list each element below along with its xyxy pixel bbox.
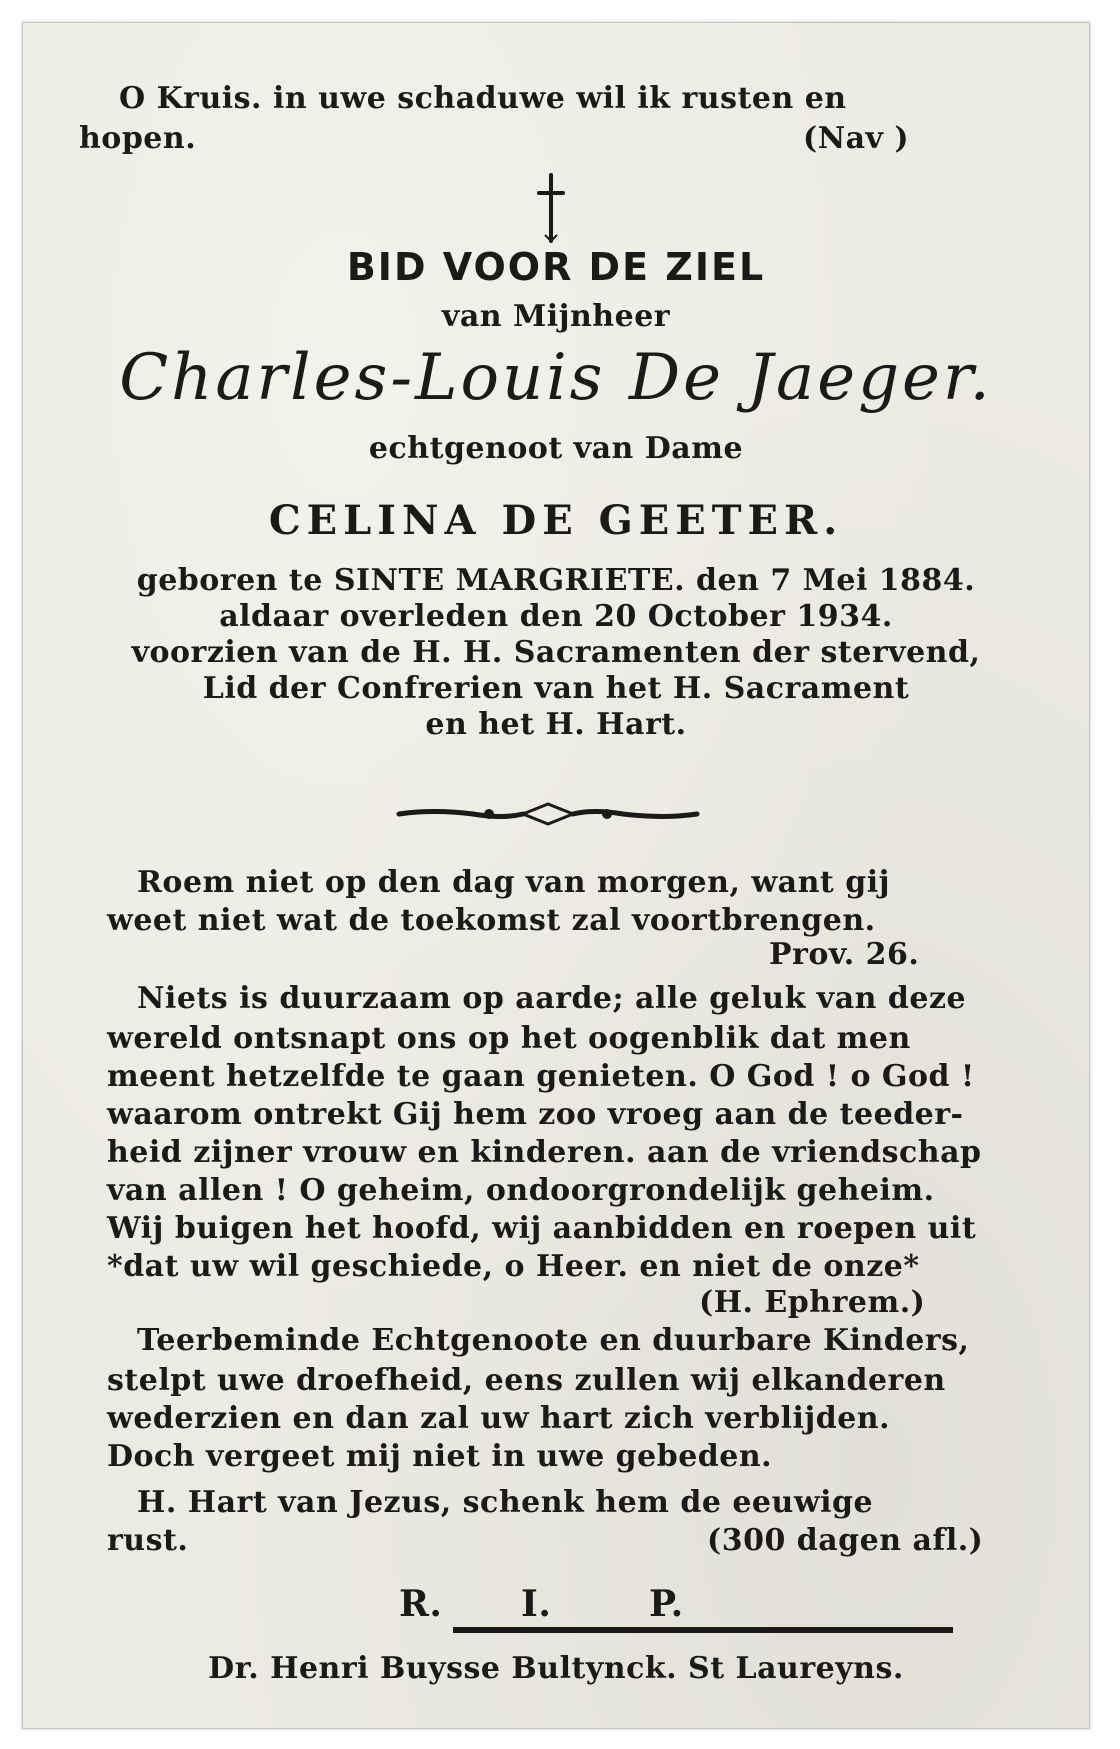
verse2-line-1: Niets is duurzaam op aarde; alle geluk van deze	[137, 981, 967, 1016]
verse2-line-8: *dat uw wil geschiede, o Heer. en niet de onze*	[107, 1249, 920, 1284]
spouse-name: CELINA DE GEETER.	[268, 497, 844, 544]
rip-p: P.	[649, 1583, 684, 1625]
sacred-heart-line: en het H. Hart.	[425, 707, 687, 742]
motto-text-1: O Kruis. in uwe schaduwe wil ik rusten en	[119, 81, 847, 116]
deceased-name: Charles-Louis De Jaeger.	[119, 341, 993, 415]
verse3-line-4: Doch vergeet mij niet in uwe gebeden.	[107, 1439, 773, 1474]
motto-line-1	[119, 81, 969, 116]
indulgence-note: (300 dagen afl.)	[707, 1523, 984, 1558]
spouse-intro: echtgenoot van Dame	[368, 431, 744, 466]
rip-r: R.	[399, 1583, 443, 1625]
printer-credit: Dr. Henri Buysse Bultynck. St Laureyns.	[208, 1651, 904, 1686]
motto-text-2: hopen.	[79, 121, 197, 156]
rip-i: I.	[521, 1583, 552, 1625]
verse2-source: (H. Ephrem.)	[699, 1285, 926, 1320]
verse2-line-2: wereld ontsnapt ons op het oogenblik dat men	[107, 1021, 911, 1056]
verse3-line-2: stelpt uwe droefheid, eens zullen wij elkanderen	[107, 1363, 946, 1398]
prayer-line-1: H. Hart van Jezus, schenk hem de eeuwige	[137, 1485, 874, 1520]
memorial-card	[22, 22, 1090, 1729]
verse2-line-4: waarom ontrekt Gij hem zoo vroeg aan de teeder-	[107, 1097, 964, 1132]
rip-underline	[453, 1627, 953, 1633]
verse3-line-3: wederzien en dan zal uw hart zich verblijden.	[107, 1401, 891, 1436]
confraternity-line: Lid der Confrerien van het H. Sacrament	[202, 671, 910, 706]
birth-line: geboren te SINTE MARGRIETE. den 7 Mei 1884.	[136, 563, 976, 598]
death-line: aldaar overleden den 20 October 1934.	[219, 599, 893, 634]
verse3-line-1: Teerbeminde Echtgenoote en duurbare Kinders,	[137, 1323, 970, 1358]
verse2-line-7: Wij buigen het hoofd, wij aanbidden en roepen uit	[107, 1211, 977, 1246]
title-line: van Mijnheer	[441, 299, 671, 334]
ornament-divider	[393, 799, 703, 829]
verse2-line-6: van allen ! O geheim, ondoorgrondelijk geheim.	[107, 1173, 935, 1208]
prayer-line-2	[107, 1523, 987, 1558]
card-heading: BID VOOR DE ZIEL	[346, 245, 766, 289]
motto-source: (Nav )	[803, 121, 910, 156]
motto-line-2	[79, 121, 929, 156]
sacraments-line: voorzien van de H. H. Sacramenten der stervend,	[131, 635, 981, 670]
verse1-line-1: Roem niet op den dag van morgen, want gij	[137, 865, 890, 900]
verse1-source: Prov. 26.	[769, 937, 920, 972]
verse2-line-5: heid zijner vrouw en kinderen. aan de vriendschap	[107, 1135, 982, 1170]
verse1-line-2: weet niet wat de toekomst zal voortbrengen.	[107, 903, 876, 938]
verse2-line-3: meent hetzelfde te gaan genieten. O God ! o God !	[107, 1059, 975, 1094]
prayer-rest: rust.	[107, 1523, 189, 1558]
cross-icon	[531, 173, 571, 243]
